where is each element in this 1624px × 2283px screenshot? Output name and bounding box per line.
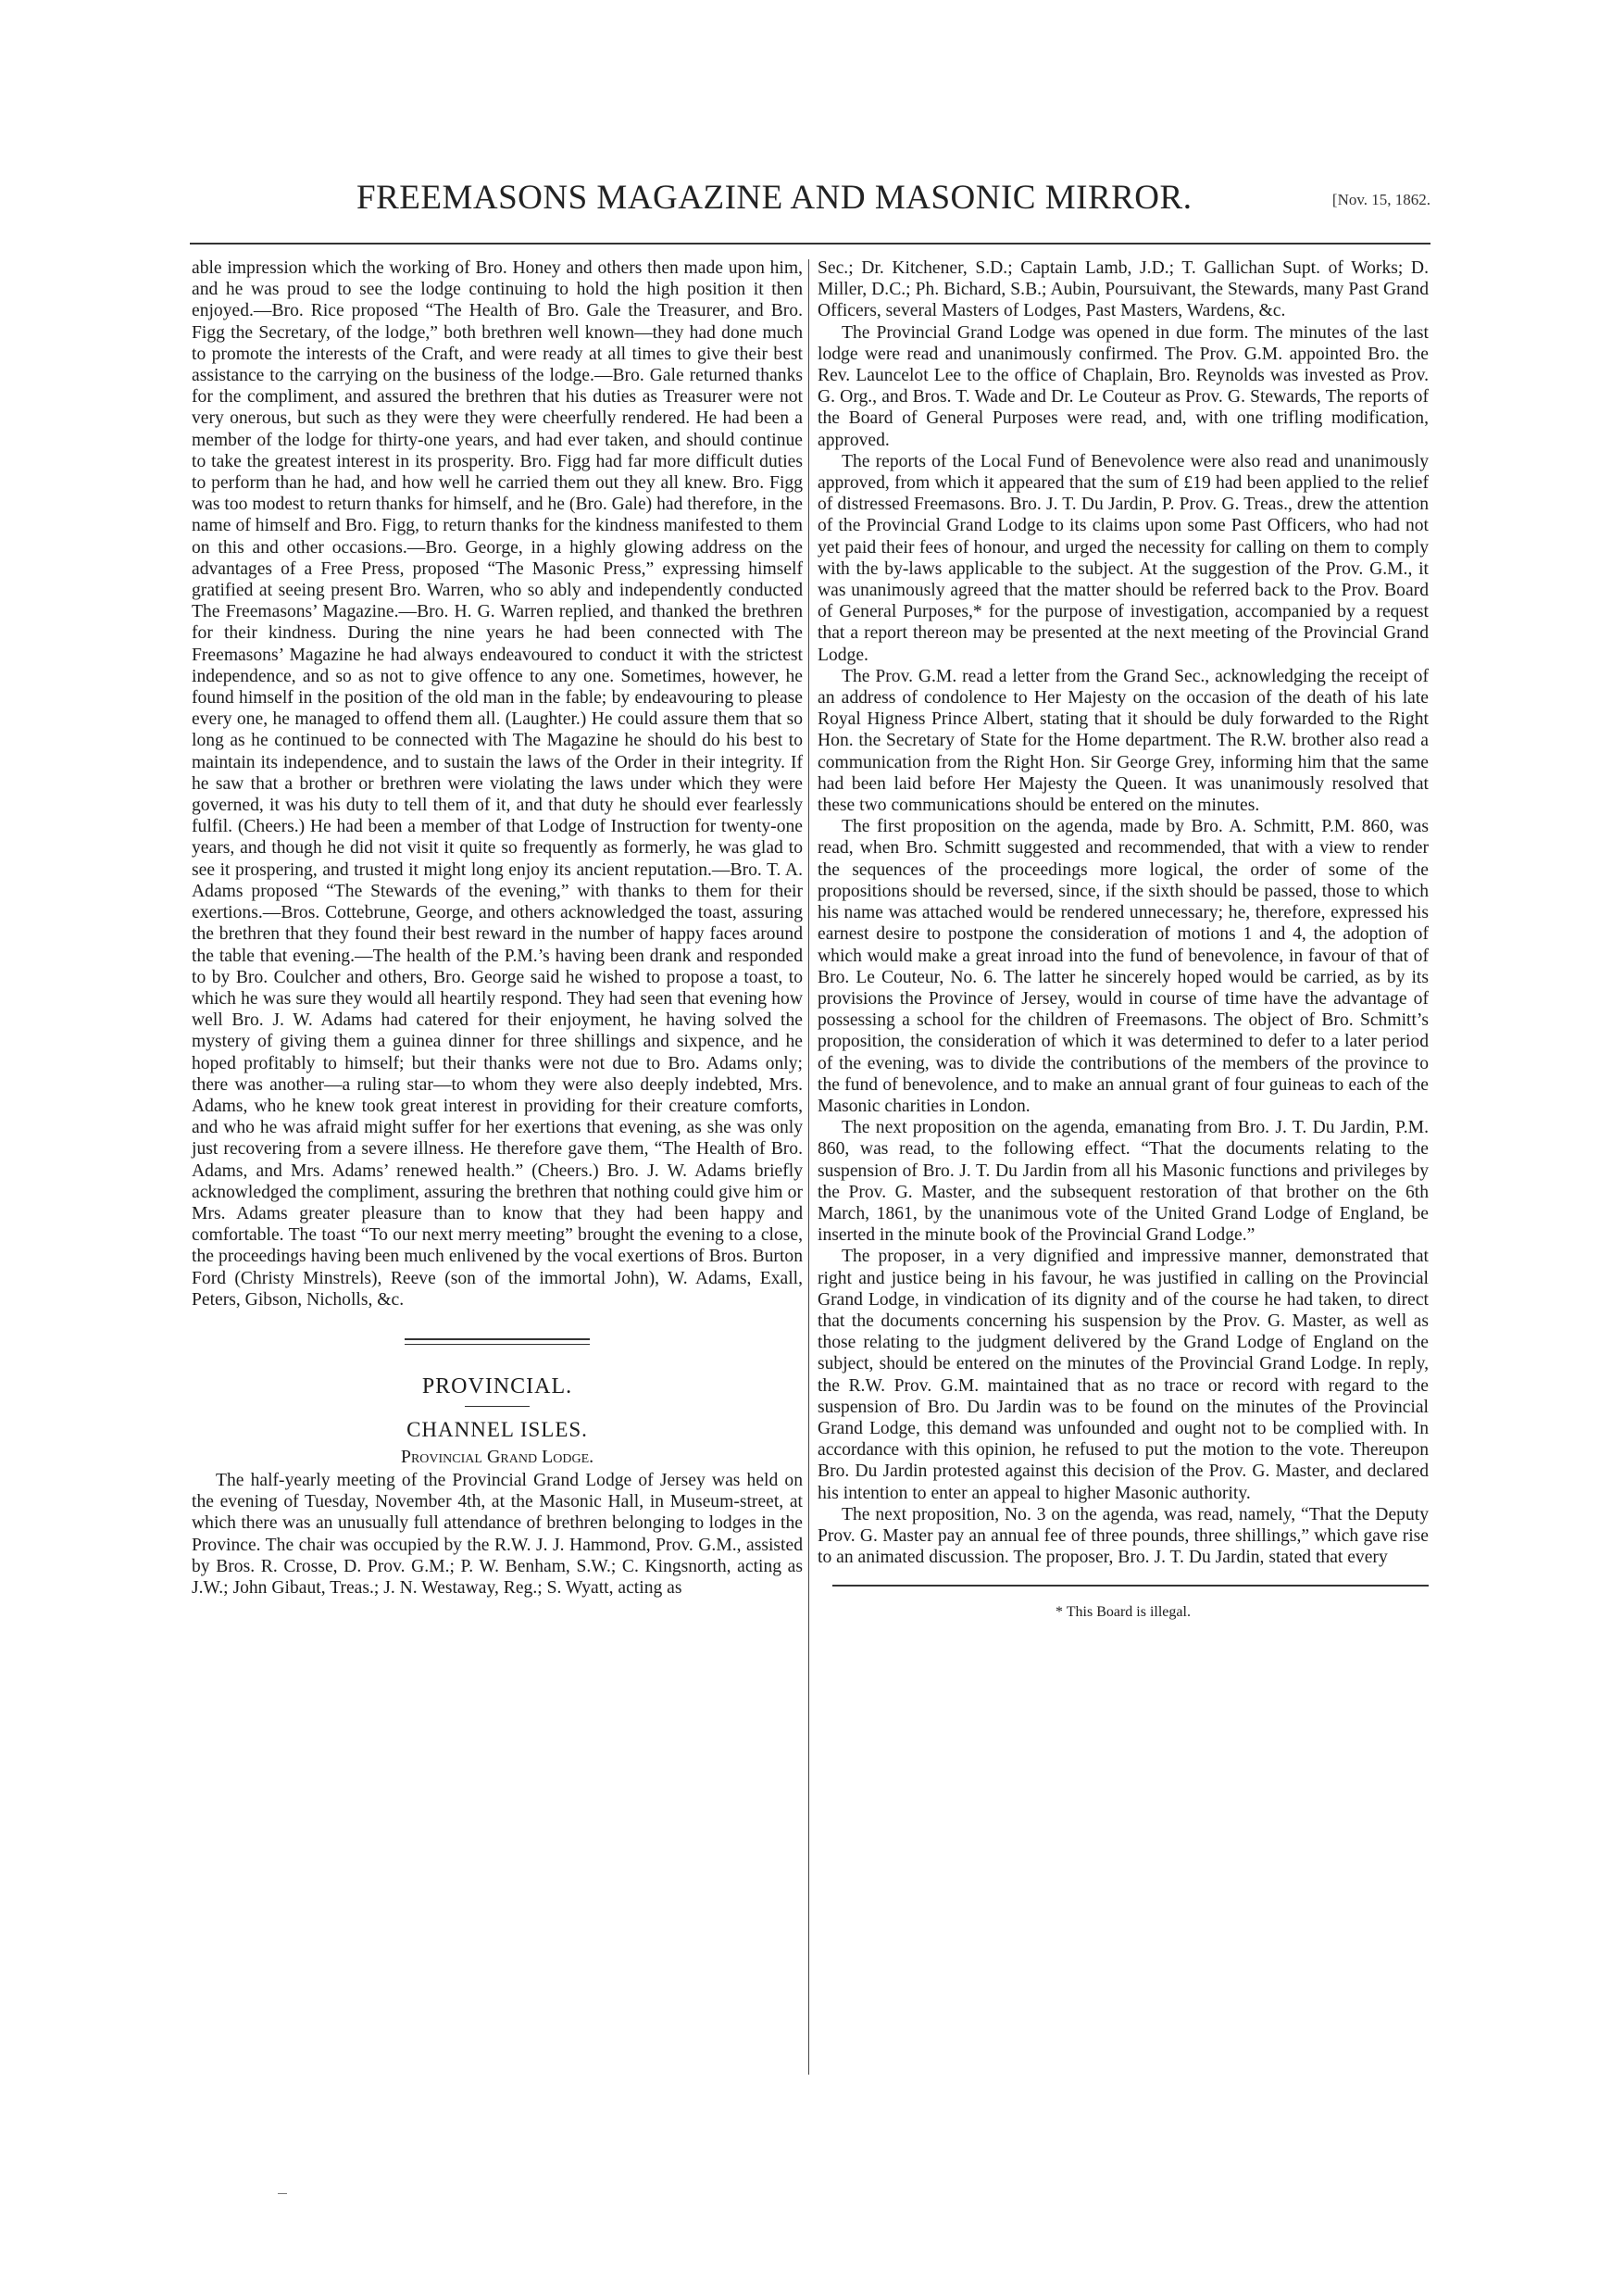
- section-heading-provincial: PROVINCIAL.: [421, 1374, 573, 1399]
- article-paragraph: The next proposition on the agenda, emanating from Bro. J. T. Du Jardin, P.M. 860, was read, to the following effect. “That the documents relating to the suspension of Bro. J. T. Du Jardin from all his Masonic functions and privileges by the Prov. G. Master, and the subsequent restoration of that brother on the 6th March, 1861, by the unanimous vote of the United Grand Lodge of England, be inserted in the minute book of the Provincial Grand Lodge.”: [818, 1118, 1429, 1246]
- article-paragraph: The next proposition, No. 3 on the agenda, was read, namely, “That the Deputy Prov. G. Master pay an annual fee of three pounds, three shillings,” which gave rise to an animated discussion. The proposer, Bro. J. T. Du Jardin, stated that every: [818, 1504, 1429, 1568]
- article-paragraph: Sec.; Dr. Kitchener, S.D.; Captain Lamb, J.D.; T. Gallichan Supt. of Works; D. Miller, D.C.; Ph. Bichard, S.B.; Aubin, Poursuivant, the Stewards, many Past Grand Officers, several Masters of Lodges, Past Masters, Wardens, &c.: [818, 258, 1429, 321]
- article-paragraph: The proposer, in a very dignified and impressive manner, demonstrated that right and justice being in his favour, he was justified in calling on the Provincial Grand Lodge, in vindication of its dignity and of the course he had taken, to direct that the documents concerning his suspension by the Prov. G. Master, as well as those relating to the judgment delivered by the Grand Lodge of England on the subject, should be entered on the minutes of the Provincial Grand Lodge. In reply, the R.W. Prov. G.M. maintained that as no trace or record with regard to the suspension of Bro. Du Jardin was to be found on the minutes of the Provincial Grand Lodge, this demand was unfounded and ought not to be complied with. In accordance with this opinion, he refused to put the motion to the vote. Thereupon Bro. Du Jardin protested against this decision of the Prov. G. Master, and declared his intention to enter an appeal to higher Masonic authority.: [818, 1247, 1429, 1503]
- subheading-channel-isles: CHANNEL ISLES.: [406, 1417, 588, 1441]
- footnote: * This Board is illegal.: [1056, 1604, 1191, 1621]
- header-rule: [190, 243, 1430, 245]
- heading-rule: [465, 1406, 530, 1407]
- article-continuation: able impression which the working of Bro. Honey and others then made upon him, and he was proud to see the lodge continuing to hold the high position it then enjoyed.—Bro. Rice proposed “The Health of Bro. Gale the Treasurer, and Bro. Figg the Secretary, of the lodge,” both brethren well known—they had done much to promote the interests of the Craft, and were ready at all times to give their best assistance to the carrying on the business of the lodge.—Bro. Gale returned thanks for the compliment, and assured the brethren that his duties as Treasurer were not very onerous, but such as they were they were cheerfully rendered. He had been a member of the lodge for thirty-one years, and had ever taken, and should continue to take the greatest interest in its prosperity. Bro. Figg had far more difficult duties to perform than he had, and how well he carried them out they all knew. Bro. Figg was too modest to return thanks for himself, and he (Bro. Gale) had therefore, in the name of himself and Bro. Figg, to return thanks for the kindness manifested to them on this and other occasions.—Bro. George, in a highly glowing address on the advantages of a Free Press, proposed “The Masonic Press,” expressing himself gratified at seeing present Bro. Warren, who so ably and independently conducted The Freemasons’ Magazine.—Bro. H. G. Warren replied, and thanked the brethren for their kindness. During the nine years he had been connected with The Freemasons’ Magazine he had always endeavoured to conduct it with the strictest independence, and so as not to give offence to any one. Sometimes, however, he found himself in the position of the old man in the fable; by endeavouring to please every one, he managed to offend them all. (Laughter.) He could assure them that so long as he continued to be connected with The Magazine he should do his best to maintain its independence, and to sustain the laws of the Order in their integrity. If he saw that a brother or brethren were violating the laws under which they were governed, it was his duty to tell them of it, and that duty he should ever fearlessly fulfil. (Cheers.) He had been a member of that Lodge of Instruction for twenty-one years, and though he did not visit it quite so frequently as formerly, he was glad to see it prospering, and trusted it might long enjoy its ancient reputation.—Bro. T. A. Adams proposed “The Stewards of the evening,” with thanks to them for their exertions.—Bros. Cottebrune, George, and others acknowledged the toast, assuring the brethren that they found their best reward in the number of happy faces around the table that evening.—The health of the P.M.’s having been drank and responded to by Bro. Coulcher and others, Bro. George said he wished to propose a toast, to which he was sure they would all heartily respond. They had seen that evening how well Bro. J. W. Adams had catered for their enjoyment, he having solved the mystery of giving them a guinea dinner for three shillings and sixpence, and he hoped profitably to himself; but their thanks were not due to Bro. Adams only; there was another—a ruling star—to whom they were also deeply indebted, Mrs. Adams, who he knew took great interest in providing for their creature comforts, and who he was afraid might suffer for her exertions that evening, as she was only just recovering from a severe illness. He therefore gave them, “The Health of Bro. Adams, and Mrs. Adams’ renewed health.” (Cheers.) Bro. J. W. Adams briefly acknowledged the compliment, assuring the brethren that nothing could give him or Mrs. Adams greater pleasure than to know that they had been happy and comfortable. The toast “To our next merry meeting” brought the evening to a close, the proceedings having been much enlivened by the vocal exertions of Bros. Burton Ford (Christy Minstrels), Reeve (son of the immortal John), W. Adams, Exall, Peters, Gibson, Nicholls, &c.: [192, 258, 803, 1310]
- article-paragraph: The Provincial Grand Lodge was opened in due form. The minutes of the last lodge were read and unanimously confirmed. The Prov. G.M. appointed Bro. the Rev. Launcelot Lee to the office of Chaplain, Bro. Reynolds was invested as Prov. G. Org., and Bros. T. Wade and Dr. Le Couteur as Prov. G. Stewards, The reports of the Board of General Purposes were read, and, with one trifling modification, approved.: [818, 322, 1429, 450]
- footnote-rule: [832, 1585, 1429, 1587]
- right-column: [818, 257, 1429, 1622]
- page-header: [356, 178, 1430, 224]
- subheading-provincial-grand-lodge: Provincial Grand Lodge.: [400, 1446, 594, 1467]
- issue-date: [Nov. 15, 1862.: [1331, 191, 1430, 208]
- masthead-title: FREEMASONS MAGAZINE AND MASONIC MIRROR.: [356, 179, 1193, 217]
- article-paragraph: The reports of the Local Fund of Benevolence were also read and unanimously approved, from which it appeared that the sum of £19 had been applied to the relief of distressed Freemasons. Bro. J. T. Du Jardin, P. Prov. G. Treas., drew the attention of the Provincial Grand Lodge to its claims upon some Past Officers, who had not yet paid their fees of honour, and urged the necessity for calling on them to comply with the by-laws applicable to the subject. At the suggestion of the Prov. G.M., it was unanimously agreed that the matter should be referred back to the Prov. Board of General Purposes,* for the purpose of investigation, accompanied by a request that a report thereon may be presented at the next meeting of the Provincial Grand Lodge.: [818, 451, 1429, 665]
- article-paragraph: The half-yearly meeting of the Provincial Grand Lodge of Jersey was held on the evening of Tuesday, November 4th, at the Masonic Hall, in Museum-street, at which there was an unusually full attendance of brethren belonging to lodges in the Province. The chair was occupied by the R.W. J. J. Hammond, Prov. G.M., assisted by Bros. R. Crosse, D. Prov. G.M.; P. W. Benham, S.W.; C. Kingsnorth, acting as J.W.; John Gibaut, Treas.; J. N. Westaway, Reg.; S. Wyatt, acting as: [192, 1470, 803, 1598]
- left-column: [192, 257, 803, 1599]
- article-paragraph: The Prov. G.M. read a letter from the Grand Sec., acknowledging the receipt of an address of condolence to Her Majesty on the occasion of the death of his late Royal Higness Prince Albert, stating that it should be duly forwarded to the Right Hon. the Secretary of State for the Home department. The R.W. brother also read a communication from the Right Hon. Sir George Grey, informing him that the same had been laid before Her Majesty the Queen. It was unanimously resolved that these two communications should be entered on the minutes.: [818, 666, 1429, 816]
- print-mark: [278, 2193, 287, 2194]
- article-paragraph: The first proposition on the agenda, made by Bro. A. Schmitt, P.M. 860, was read, when Bro. Schmitt suggested and recommended, that with a view to render the sequences of the proceedings more logical, the order of some of the propositions should be reversed, since, if the sixth should be passed, those to which his name was attached would be rendered unnecessary; he, therefore, expressed his earnest desire to postpone the consideration of motions 1 and 4, the adoption of which would make a great inroad into the fund of benevolence, in favour of that of Bro. Le Couteur, No. 6. The latter he sincerely hoped would be carried, as by its provisions the Province of Jersey, would in course of time have the advantage of possessing a school for the children of Freemasons. The object of Bro. Schmitt’s proposition, the consideration of which it was determined to defer to a later period of the evening, was to divide the contributions of the members of the province to the fund of benevolence, and to make an annual grant of four guineas to each of the Masonic charities in London.: [818, 817, 1429, 1116]
- column-divider: [808, 259, 809, 2075]
- section-divider: [405, 1338, 590, 1345]
